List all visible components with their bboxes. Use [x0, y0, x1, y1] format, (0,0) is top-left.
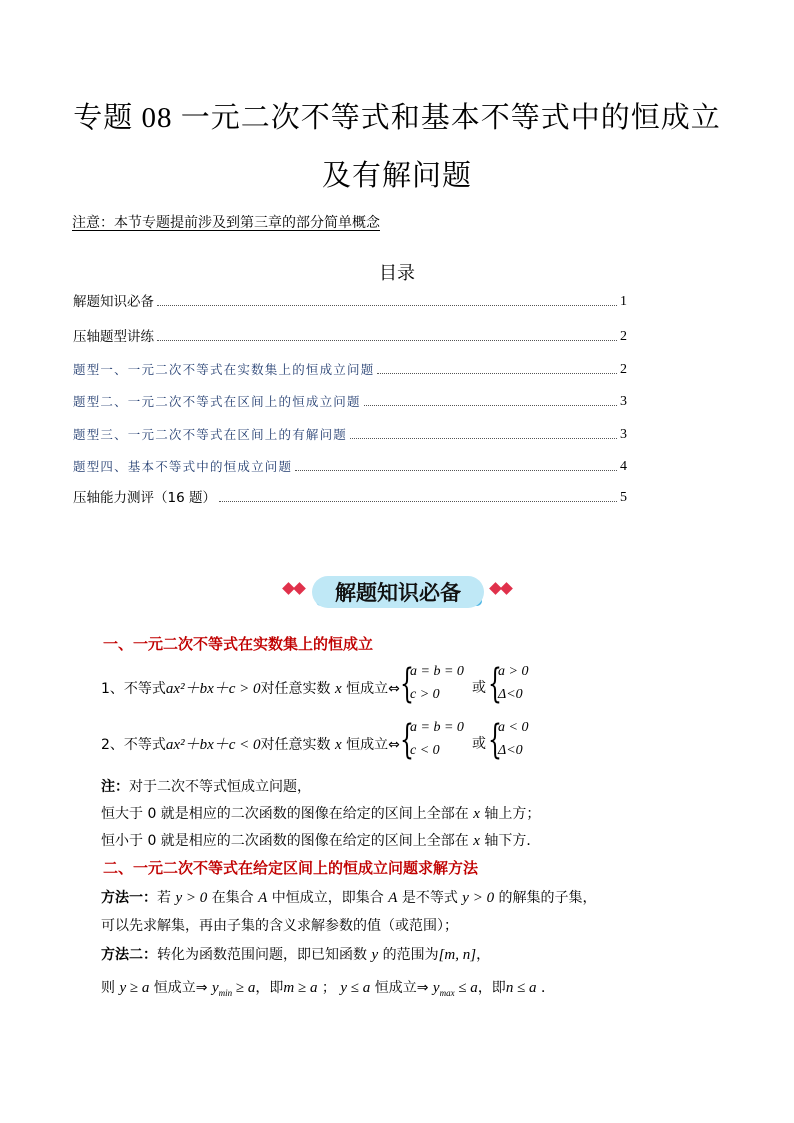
method2-var-y: y [371, 947, 379, 963]
item2-mid: 对任意实数 [260, 737, 331, 753]
method3-text-b: 恒成立⇒ [153, 980, 208, 996]
item1-statement [101, 677, 400, 698]
item1-system-a [400, 661, 470, 707]
note-text: 对于二次不等式恒成立问题， [129, 779, 311, 795]
section1-heading: 一、一元二次不等式在实数集上的恒成立 [103, 635, 374, 653]
diamond-ornament-icon [284, 584, 304, 593]
toc-leader-dots [219, 500, 617, 502]
toc-item-page: 3 [620, 427, 627, 442]
item2-sysA-row2: c < 0 [410, 743, 440, 758]
item1-mid: 对任意实数 [260, 681, 331, 697]
item1-inequality: ax²＋bx＋c > 0 [165, 681, 261, 697]
toc-item-page: 1 [620, 294, 627, 309]
method2-label: 方法二： [101, 947, 157, 963]
toc-item-label[interactable]: 题型三、一元二次不等式在区间上的有解问题 [73, 427, 348, 442]
section-banner [278, 574, 518, 608]
brace-icon: { [400, 661, 414, 707]
method3-expr3: m ≥ a [283, 980, 318, 996]
item1-sysB-row2: Δ<0 [498, 687, 523, 702]
item1-suffix: 恒成立⇔ [346, 681, 400, 697]
toc-item-page: 2 [620, 329, 627, 344]
note-line2-a: 恒大于 0 就是相应的二次函数的图像在给定的区间上全部在 [101, 806, 469, 822]
toc-item[interactable] [73, 325, 627, 345]
method3-expr5: $y_{max} \le a$ [432, 980, 478, 998]
method1-label: 方法一： [101, 890, 157, 906]
toc-item-label[interactable]: 压轴题型讲练 [73, 329, 154, 345]
toc-item[interactable] [73, 390, 627, 410]
method2-text-a: 转化为函数范围问题，即已知函数 [157, 947, 367, 963]
method3-expr4: y ≤ a [340, 980, 371, 996]
toc-item-page: 4 [620, 459, 627, 474]
toc-item-page: 2 [620, 362, 627, 377]
toc-item-page: 5 [620, 490, 627, 505]
item2-system-b [488, 717, 548, 763]
brace-icon: { [488, 661, 502, 707]
method1-line1 [101, 887, 597, 907]
document-title-line2: 及有解问题 [321, 160, 472, 192]
toc-item[interactable] [73, 358, 627, 378]
diamond-ornament-icon [491, 584, 511, 593]
note-line3-var: x [473, 833, 480, 849]
note-line1 [101, 776, 311, 796]
toc-item[interactable] [73, 486, 627, 506]
toc-leader-dots [157, 304, 617, 306]
method1-text-e: 的解集的子集， [498, 890, 597, 906]
method1-line2: 可以先求解集，再由子集的含义求解参数的值（或范围）； [101, 918, 458, 934]
note-line2-b: 轴上方； [484, 806, 541, 822]
toc-leader-dots [364, 404, 617, 406]
toc-item-label[interactable]: 题型四、基本不等式中的恒成立问题 [73, 459, 293, 474]
item2-or: 或 [472, 736, 486, 752]
note-line3 [101, 830, 540, 850]
toc-item-page: 3 [620, 394, 627, 409]
method1-expr-y2: y > 0 [462, 890, 495, 906]
notice-text: 注意：本节专题提前涉及到第三章的部分简单概念 [72, 215, 380, 231]
method3-text-d: ； [321, 980, 336, 996]
toc-item-label[interactable]: 题型二、一元二次不等式在区间上的恒成立问题 [73, 394, 361, 409]
method1-text-d: 是不等式 [401, 890, 458, 906]
method3-text-a: 则 [101, 980, 115, 996]
item2-prefix: 2、不等式 [101, 737, 166, 753]
method3-text-g: ． [541, 980, 555, 996]
brace-icon: { [400, 717, 414, 763]
toc-item[interactable] [73, 290, 627, 310]
method3-text-c: ，即 [255, 980, 284, 996]
item2-sysB-row1: a < 0 [498, 720, 529, 735]
toc-leader-dots [377, 372, 617, 374]
note-label: 注： [101, 779, 129, 795]
toc-leader-dots [157, 339, 617, 341]
method3-expr6: n ≤ a [505, 980, 537, 996]
item1-prefix: 1、不等式 [101, 681, 166, 697]
method2-interval: [m, n] [438, 947, 477, 963]
document-title-line1: 专题 08 一元二次不等式和基本不等式中的恒成立 [73, 102, 721, 134]
method2-text-c: ， [476, 947, 491, 963]
note-line3-b: 轴下方． [484, 833, 541, 849]
method1-expr-y: y > 0 [175, 890, 208, 906]
item2-inequality: ax²＋bx＋c < 0 [165, 737, 261, 753]
item1-sysA-row2: c > 0 [410, 687, 440, 702]
item1-system-b [488, 661, 548, 707]
item2-suffix: 恒成立⇔ [346, 737, 400, 753]
toc-item-label[interactable]: 题型一、一元二次不等式在实数集上的恒成立问题 [73, 362, 375, 377]
section2-heading: 二、一元二次不等式在给定区间上的恒成立问题求解方法 [103, 859, 479, 877]
item2-system-a [400, 717, 470, 763]
toc-item-label[interactable]: 解题知识必备 [73, 294, 154, 310]
method2-text-b: 的范围为 [382, 947, 439, 963]
toc-leader-dots [350, 437, 617, 439]
method1-text-c: 中恒成立，即集合 [271, 890, 384, 906]
item1-sysB-row1: a > 0 [498, 664, 529, 679]
toc-item[interactable] [73, 455, 627, 475]
toc-item-label[interactable]: 压轴能力测评（16 题） [73, 490, 216, 506]
toc-item[interactable] [73, 423, 627, 443]
note-line2-var: x [473, 806, 480, 822]
item1-or: 或 [472, 680, 486, 696]
note-line3-a: 恒小于 0 就是相应的二次函数的图像在给定的区间上全部在 [101, 833, 469, 849]
banner-title: 解题知识必备 [335, 581, 461, 605]
method1-set-a: A [258, 890, 268, 906]
item1-sysA-row1: a = b = 0 [410, 664, 464, 679]
method3-expr2: $y_{min} \ge a$ [211, 980, 256, 998]
method3-line [101, 977, 555, 998]
brace-icon: { [488, 717, 502, 763]
method3-text-f: ，即 [477, 980, 506, 996]
item1-var: x [334, 681, 342, 697]
method1-text-a: 若 [157, 890, 171, 906]
toc-leader-dots [295, 469, 617, 471]
item2-sysB-row2: Δ<0 [498, 743, 523, 758]
item2-var: x [334, 737, 342, 753]
note-line2 [101, 803, 540, 823]
method3-expr1: y ≥ a [119, 980, 150, 996]
item2-statement [101, 733, 400, 754]
method1-text-b: 在集合 [211, 890, 254, 906]
method2-line [101, 944, 490, 964]
method3-text-e: 恒成立⇒ [374, 980, 429, 996]
method1-set-a2: A [388, 890, 398, 906]
item2-sysA-row1: a = b = 0 [410, 720, 464, 735]
toc-heading: 目录 [379, 263, 415, 284]
